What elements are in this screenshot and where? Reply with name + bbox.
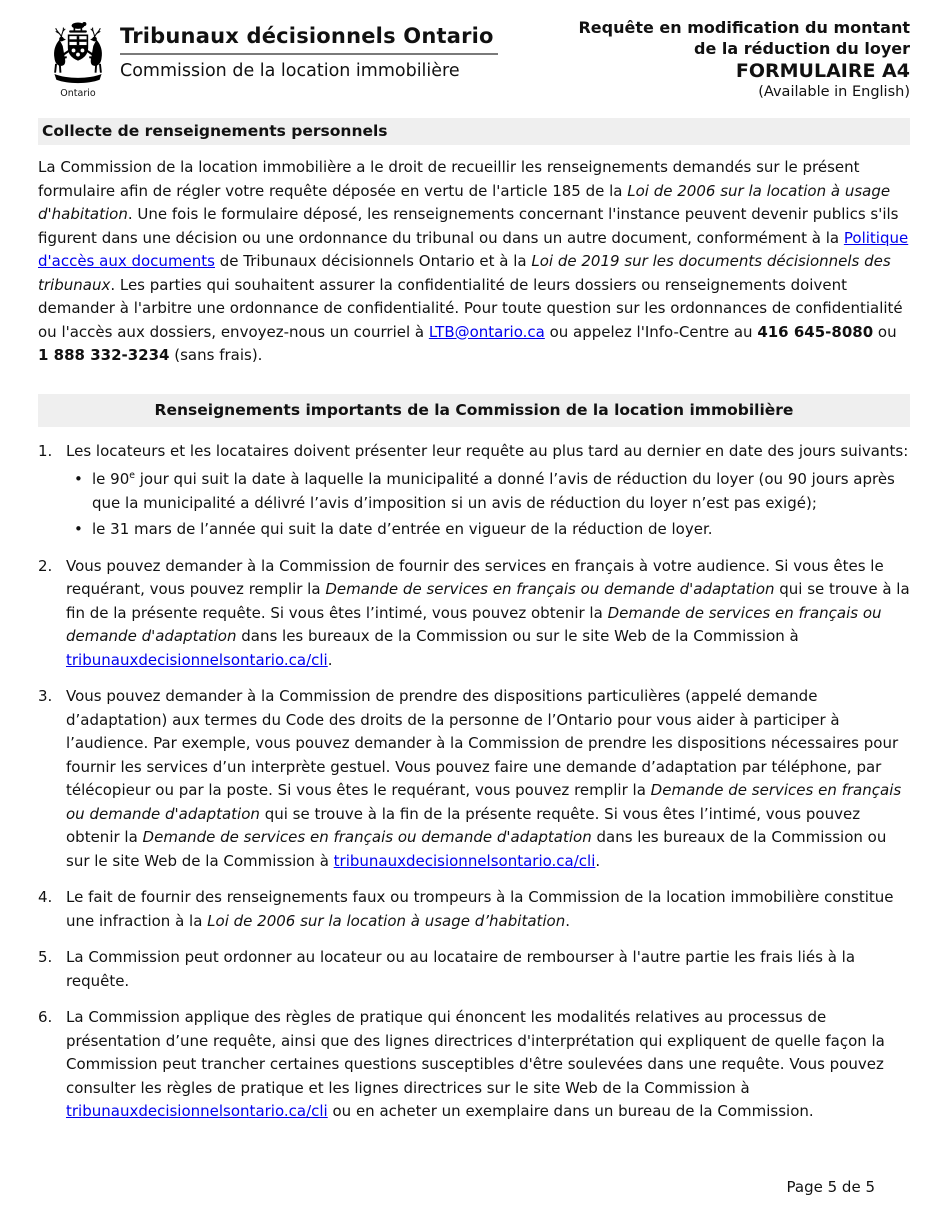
form-title-block [578, 17, 910, 102]
page-header [38, 16, 910, 108]
list-item [38, 555, 910, 673]
text-segment: Demande de services en français ou demande d'adaptation [142, 828, 592, 846]
list-item-number: 2. [38, 556, 53, 575]
text-segment: Les locateurs et les locataires doivent présenter leur requête au plus tard au dernier en date des jours suivants: [66, 441, 909, 460]
text-segment: . Une fois le formulaire déposé, les renseignements concernant l'instance peuvent devenir publics s'ils figurent dans une décision ou une ordonnance du tribunal ou dans un autre document, conformément à la [38, 205, 899, 247]
inline-link[interactable]: tribunauxdecisionnelsontario.ca/cli [66, 1102, 328, 1120]
ontario-coat-of-arms-icon [46, 18, 110, 88]
text-segment: Vous pouvez demander à la Commission de fournir des services en français à votre audience. Si vous êtes le requérant, vous pouvez remplir la [66, 556, 884, 598]
text-segment: le 31 mars de l’année qui suit la date d’entrée en vigueur de la réduction de loyer. [92, 520, 713, 538]
section-header-important: Renseignements importants de la Commission de la location immobilière [38, 394, 910, 427]
list-item-text [66, 1006, 910, 1124]
text-segment: . Les parties qui souhaitent assurer la confidentialité de leurs dossiers ou renseignements doivent demander à l'arbitre une ordonnance de confidentialité. Pour toute question sur les ordonnances de confidentialité ou l'accès aux dossiers, envoyez-nous un courriel à [38, 275, 903, 341]
text-segment: La Commission de la location immobilière a le droit de recueillir les renseignements demandés sur le présent formulaire afin de régler votre requête déposée en vertu de l'article 185 de la [38, 158, 860, 200]
text-segment: . [595, 851, 601, 870]
text-segment: dans les bureaux de la Commission ou sur le site Web de la Commission à [66, 828, 887, 870]
text-segment: ou en acheter un exemplaire dans un bureau de la Commission. [327, 1102, 814, 1120]
list-item-number: 4. [38, 888, 53, 906]
text-segment: 1 888 332-3234 [38, 346, 170, 364]
text-segment: jour qui suit la date à laquelle la municipalité a donné l’avis de réduction du loyer (ou 90 jours après que la municipalité a délivré l’avis d’imposition si un avis de réduction du loyer n’est pas exigé); [92, 470, 895, 512]
text-segment: Loi de 2006 sur la location à usage d’habitation [207, 911, 566, 930]
form-code: FORMULAIRE A4 [735, 60, 910, 82]
bullet-text [92, 518, 910, 542]
list-item [38, 1006, 910, 1124]
collecte-paragraph [38, 156, 910, 368]
page-number: Page 5 de 5 [786, 1178, 875, 1196]
text-segment: dans les bureaux de la Commission ou sur le site Web de la Commission à [236, 627, 799, 645]
text-segment: qui se trouve à la fin de la présente requête. Si vous êtes l’intimé, vous pouvez obtenir la [66, 580, 910, 622]
text-segment: ou appelez l'Info-Centre au [544, 322, 758, 341]
list-item-text [66, 555, 910, 673]
form-title-line2: de la réduction du loyer [694, 39, 910, 58]
list-item-text [66, 946, 910, 993]
text-segment: Demande de services en français ou demande d'adaptation [325, 580, 775, 598]
text-segment: (sans frais). [169, 346, 263, 364]
inline-link[interactable]: LTB@ontario.ca [428, 322, 545, 341]
bullet-marker: • [74, 470, 83, 488]
section-header-collecte: Collecte de renseignements personnels [38, 118, 910, 145]
list-item [38, 886, 910, 933]
text-segment: Loi de 2019 sur les documents décisionnels des tribunaux [38, 252, 891, 294]
text-segment: 416 645-8080 [757, 322, 874, 341]
form-language-note: (Available in English) [758, 84, 910, 100]
list-item [38, 685, 910, 873]
org-name: Tribunaux décisionnels Ontario [120, 24, 498, 55]
text-segment: Le fait de fournir des renseignements faux ou trompeurs à la Commission de la location immobilière constitue une infraction à la [66, 888, 894, 930]
bullet-marker: • [74, 520, 83, 538]
list-item [38, 946, 910, 993]
text-segment: qui se trouve à la fin de la présente requête. Si vous êtes l’intimé, vous pouvez obtenir la [66, 804, 861, 846]
list-item-text [66, 886, 910, 933]
list-item-number: 6. [38, 1008, 53, 1026]
important-list [38, 440, 910, 1124]
text-segment: le 90 [92, 470, 130, 488]
text-segment: . [327, 650, 333, 669]
bullet-item [66, 468, 910, 515]
text-segment: La Commission peut ordonner au locateur ou au locataire de rembourser à l'autre partie les frais liés à la requête. [66, 948, 856, 990]
text-segment: . [565, 911, 571, 930]
inline-link[interactable]: Politique d'accès aux documents [38, 228, 909, 270]
logo-caption: Ontario [60, 88, 96, 99]
text-segment: de Tribunaux décisionnels Ontario et à la [214, 252, 532, 270]
list-item-text [66, 685, 910, 873]
list-item-number: 1. [38, 441, 53, 460]
ontario-logo [38, 18, 118, 99]
text-segment: Demande de services en français ou demande d'adaptation [66, 781, 902, 823]
text-segment: Loi de 2006 sur la location à usage d'habitation [38, 181, 891, 223]
bullet-item [66, 518, 910, 542]
org-subtitle: Commission de la location immobilière [120, 61, 460, 81]
form-title-line1: Requête en modification du montant [578, 18, 910, 37]
text-segment: ou [873, 322, 897, 341]
text-segment: Demande de services en français ou demande d'adaptation [66, 603, 882, 645]
inline-link[interactable]: tribunauxdecisionnelsontario.ca/cli [333, 851, 596, 870]
list-item [38, 440, 910, 542]
text-segment: Vous pouvez demander à la Commission de prendre des dispositions particulières (appelé demande d’adaptation) aux termes du Code des droits de la personne de l’Ontario pour vous aider à participer à l’audience. Par exemple, vous pouvez demander à la Commission de prendre les dispositions nécessaires pour fournir les services d’un interprète gestuel. Vous pouvez faire une demande d’adaptation par téléphone, par télécopieur ou par la poste. Si vous êtes le requérant, vous pouvez remplir la [66, 687, 899, 799]
list-item-number: 3. [38, 687, 53, 705]
org-title-block [120, 24, 498, 81]
inline-link[interactable]: tribunauxdecisionnelsontario.ca/cli [66, 650, 328, 669]
list-item-number: 5. [38, 948, 53, 966]
bullet-list [66, 468, 910, 542]
list-item-text [66, 440, 910, 542]
text-segment: La Commission applique des règles de pratique qui énoncent les modalités relatives au processus de présentation d’une requête, ainsi que des lignes directrices d'interprétation qui expliquent de quelle façon la Commission peut trancher certaines questions susceptibles d'être soulevées dans une requête. Vous pouvez consulter les règles de pratique et les lignes directrices sur le site Web de la Commission à [66, 1008, 885, 1097]
text-segment: e [129, 470, 135, 481]
bullet-text [92, 468, 910, 515]
